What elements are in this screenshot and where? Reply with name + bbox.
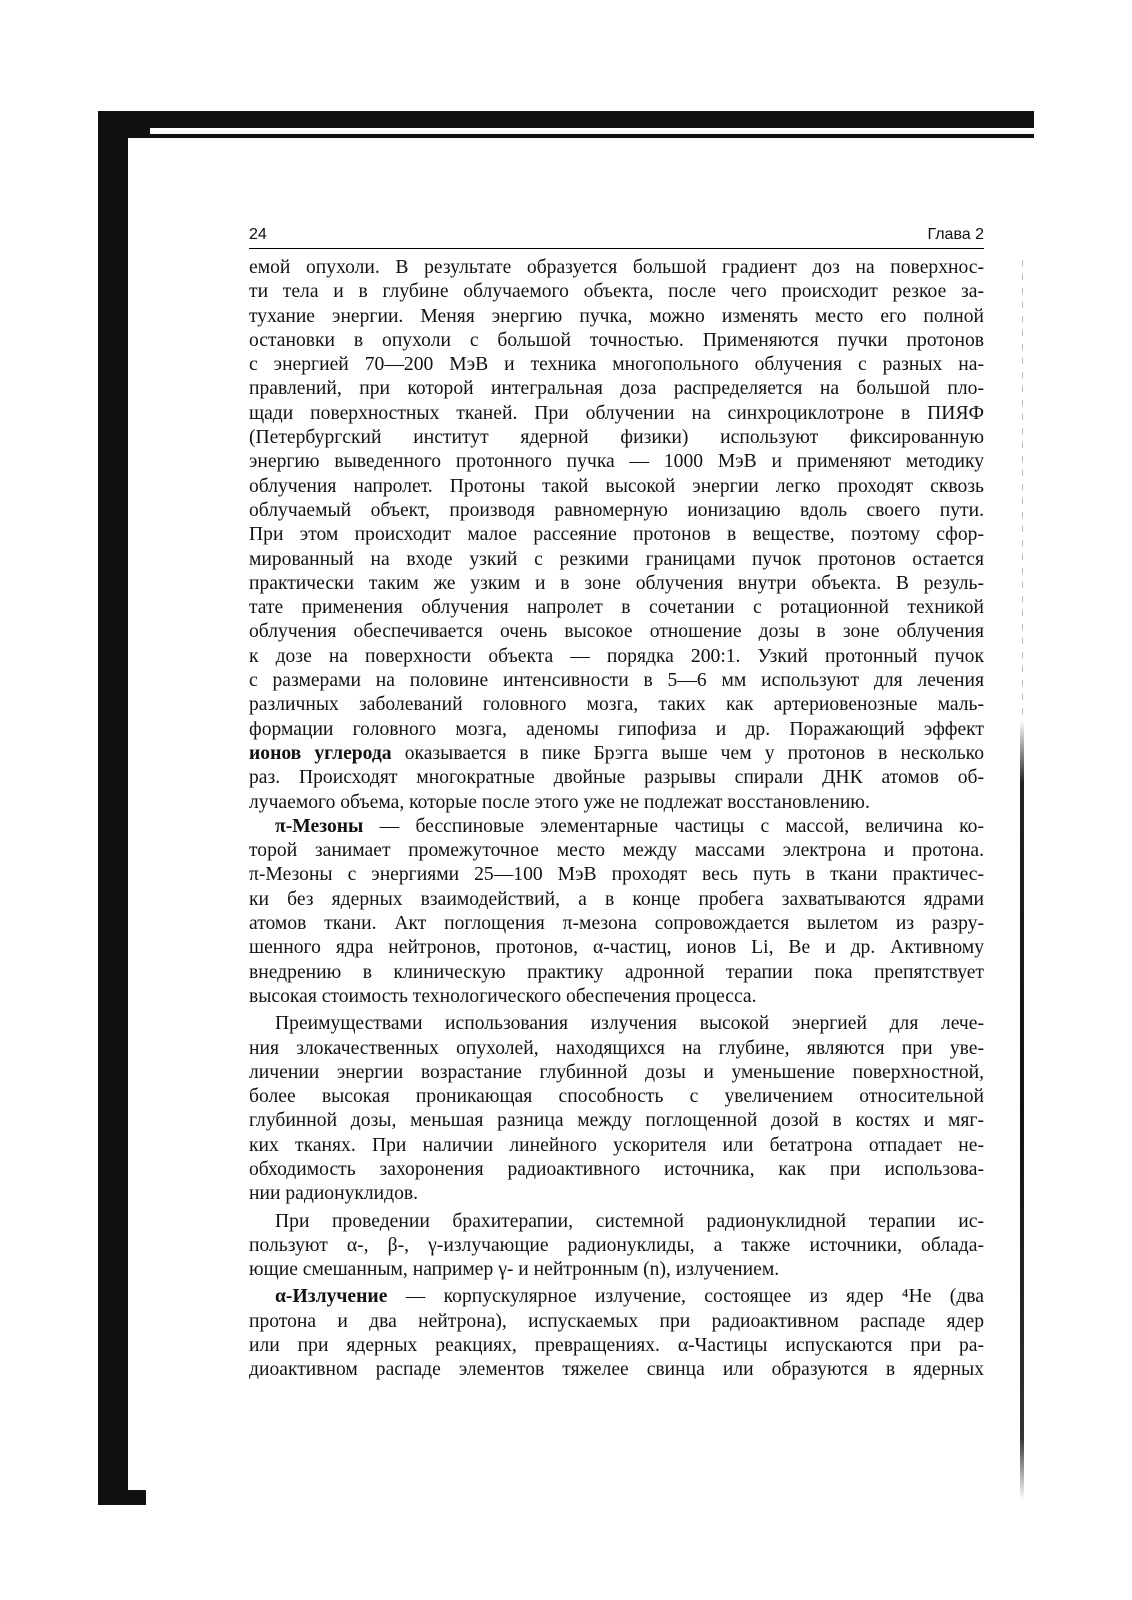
scan-edge-right (1020, 720, 1024, 1500)
text-line: внедрению в клиническую практику адронной терапии пока препятствует (249, 961, 984, 983)
text-line: более высокая проникающая способность с увеличением относительной (249, 1086, 984, 1108)
text-line: емой опухоли. В результате образуется большой градиент доз на поверхнос- (249, 257, 984, 278)
text-line: При проведении брахитерапии, системной радионуклидной терапии ис- (275, 1210, 984, 1232)
text-line: мированный на входе узкий с резкими границами пучок протонов остается (249, 548, 984, 570)
scan-edge-right-faint (1022, 260, 1023, 720)
text-line: нии радионуклидов. (249, 1183, 419, 1205)
text-line-bold-start: ионов углерода оказывается в пике Брэгга выше чем у протонов в несколько (249, 742, 984, 764)
scan-border-foot (98, 1490, 146, 1505)
text-line: щади поверхностных тканей. При облучении на синхроциклотроне в ПИЯФ (249, 402, 984, 424)
text-line: глубинной дозы, меньшая разница между поглощенной дозой в костях и мяг- (249, 1110, 984, 1132)
text-line: лучаемого объема, которые после этого уже не подлежат восстановлению. (249, 791, 870, 813)
text-line: атомов ткани. Акт поглощения π-мезона сопровождается вылетом из разру- (249, 913, 984, 935)
paragraph (249, 1285, 984, 1382)
text-line: Преимуществами использования излучения высокой энергией для лече- (275, 1013, 984, 1035)
text-line: ти тела и в глубине облучаемого объекта, после чего происходит резкое за- (249, 281, 984, 303)
text-line: тате применения облучения напролет в сочетании с ротационной техникой (249, 597, 984, 619)
text-line: ки без ядерных взаимодействий, а в конце пробега захватываются ядрами (249, 888, 984, 910)
paragraph (249, 815, 984, 1009)
scan-border-left (98, 111, 128, 1505)
running-header (249, 224, 984, 249)
page-body (249, 256, 984, 1383)
text-line: тухание энергии. Меняя энергию пучка, можно изменять место его полной (249, 305, 984, 327)
text-line: обходимость захоронения радиоактивного источника, как при использова- (249, 1158, 984, 1180)
text-line: различных заболеваний головного мозга, таких как артериовенозные маль- (249, 694, 984, 716)
text-line: с размерами на половине интенсивности в 5—6 мм используют для лечения (249, 670, 984, 692)
text-line: формации головного мозга, аденомы гипофиза и др. Поражающий эффект (249, 718, 984, 740)
text-line: шенного ядра нейтронов, протонов, α-частиц, ионов Li, Be и др. Активному (249, 937, 984, 959)
text-line: личении энергии возрастание глубинной дозы и уменьшение поверхностной, (249, 1061, 984, 1083)
text-line: ких тканях. При наличии линейного ускорителя или бетатрона отпадает не- (249, 1134, 984, 1156)
text-line: облучения напролет. Протоны такой высокой энергии легко проходят сквозь (249, 475, 984, 497)
text-line: ния злокачественных опухолей, находящихся на глубине, являются при уве- (249, 1037, 984, 1059)
text-line-bold-start: π-Мезоны — бесспиновые элементарные частицы с массой, величина ко- (275, 815, 984, 837)
text-line: π-Мезоны с энергиями 25—100 МэВ проходят весь путь в ткани практичес- (249, 864, 984, 886)
text-line: или при ядерных реакциях, превращениях. α-Частицы испускаются при ра- (249, 1335, 984, 1357)
text-line: энергию выведенного протонного пучка — 1000 МэВ и применяют методику (249, 451, 984, 473)
scan-border-top-gap (150, 128, 1034, 134)
page-number: 24 (249, 226, 267, 243)
text-line-bold-start: α-Излучение — корпускулярное излучение, состоящее из ядер ⁴He (два (275, 1286, 984, 1308)
text-line: облучения обеспечивается очень высокое отношение дозы в зоне облучения (249, 621, 984, 643)
text-line: облучаемый объект, производя равномерную ионизацию вдоль своего пути. (249, 499, 984, 521)
text-line: к дозе на поверхности объекта — порядка 200:1. Узкий протонный пучок (249, 645, 984, 667)
paragraph (249, 1210, 984, 1283)
text-line: правлений, при которой интегральная доза распределяется на большой пло- (249, 378, 984, 400)
text-line: протона и два нейтрона), испускаемых при радиоактивном распаде ядер (249, 1310, 984, 1332)
text-line: диоактивном распаде элементов тяжелее свинца или образуются в ядерных (249, 1359, 984, 1381)
chapter-title: Глава 2 (927, 226, 984, 243)
text-line: пользуют α-, β-, γ-излучающие радионуклиды, а также источники, облада- (249, 1234, 984, 1256)
text-line: ющие смешанным, например γ- и нейтронным (n), излучением. (249, 1259, 780, 1281)
paragraph (249, 1012, 984, 1206)
text-line: раз. Происходят многократные двойные разрывы спирали ДНК атомов об- (249, 767, 984, 789)
text-line: (Петербургский институт ядерной физики) используют фиксированную (249, 427, 984, 449)
text-line: торой занимает промежуточное место между массами электрона и протона. (249, 840, 984, 862)
text-line: высокая стоимость технологического обеспечения процесса. (249, 985, 757, 1007)
text-line: остановки в опухоли с большой точностью. Применяются пучки протонов (249, 329, 984, 351)
text-line: При этом происходит малое рассеяние протонов в веществе, поэтому сфор- (249, 524, 984, 546)
text-line: с энергией 70—200 МэВ и техника многопольного облучения с разных на- (249, 354, 984, 376)
text-line: практически таким же узким и в зоне облучения внутри объекта. В резуль- (249, 572, 984, 594)
paragraph (249, 256, 984, 815)
